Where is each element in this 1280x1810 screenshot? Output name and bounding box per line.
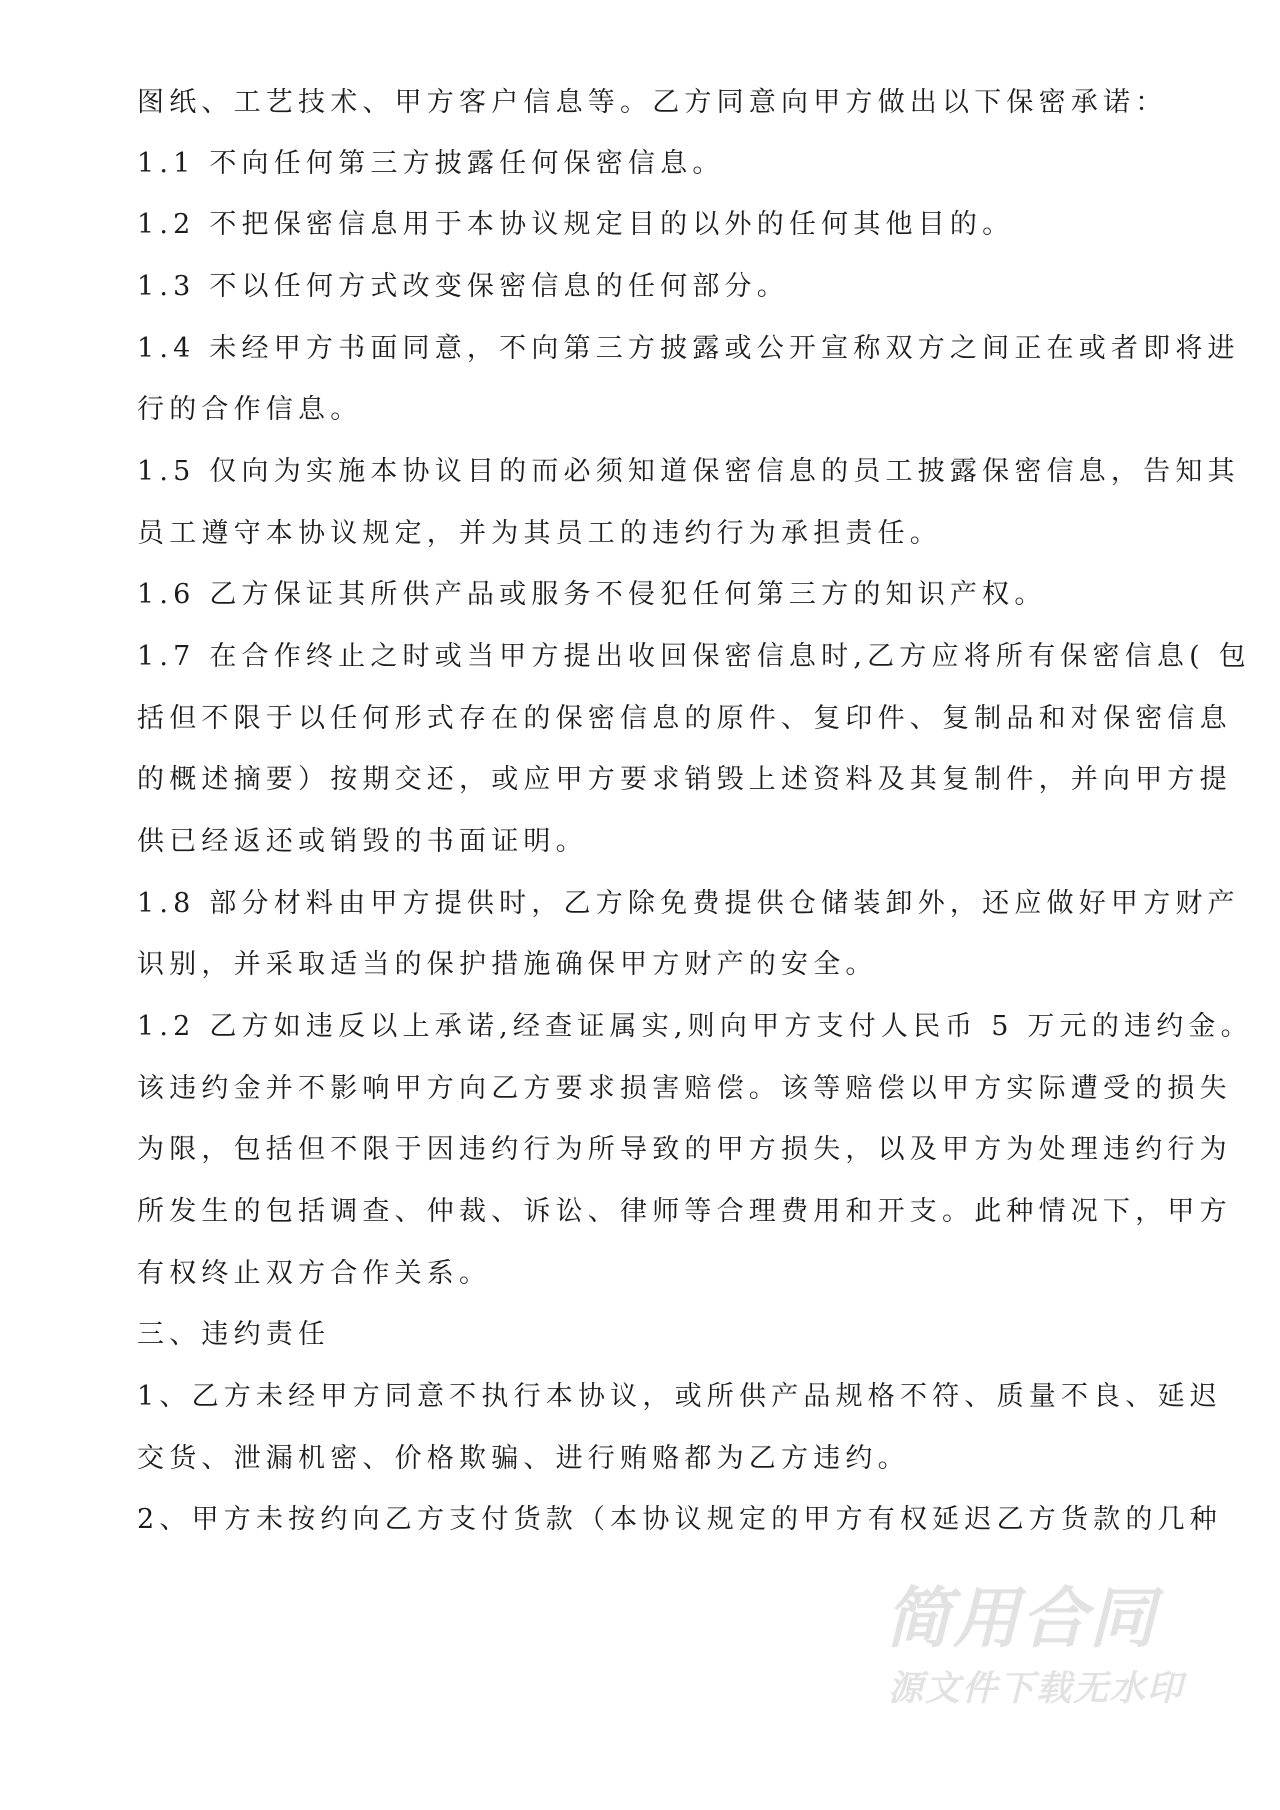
clause-1-5: 1.5 仅向为实施本协议目的而必须知道保密信息的员工披露保密信息，告知其: [137, 456, 1240, 487]
text-line: 图纸、工艺技术、甲方客户信息等。乙方同意向甲方做出以下保密承诺：: [137, 87, 1168, 118]
section-heading: 三、违约责任: [137, 1319, 331, 1350]
clause-1-3: 1.3 不以任何方式改变保密信息的任何部分。: [137, 271, 789, 302]
watermark-brand: 简用合同: [885, 1580, 1157, 1657]
text-line: 有权终止双方合作关系。: [137, 1258, 492, 1289]
clause-1-2: 1.2 不把保密信息用于本协议规定目的以外的任何其他目的。: [137, 209, 1015, 240]
text-line: 行的合作信息。: [137, 394, 363, 425]
text-line: 该违约金并不影响甲方向乙方要求损害赔偿。该等赔偿以甲方实际遭受的损失: [137, 1073, 1232, 1104]
text-line: 交货、泄漏机密、价格欺骗、进行贿赂都为乙方违约。: [137, 1443, 910, 1474]
liability-item-1: 1、乙方未经甲方同意不执行本协议，或所供产品规格不符、质量不良、延迟: [137, 1381, 1222, 1412]
text-line: 所发生的包括调查、仲裁、诉讼、律师等合理费用和开支。此种情况下，甲方: [137, 1196, 1232, 1227]
watermark-subtitle: 源文件下载无水印: [888, 1669, 1185, 1709]
clause-penalty: 1.2 乙方如违反以上承诺,经查证属实,则向甲方支付人民币 5 万元的违约金。: [137, 1011, 1253, 1042]
clause-1-7: 1.7 在合作终止之时或当甲方提出收回保密信息时,乙方应将所有保密信息( 包: [137, 641, 1251, 672]
text-line: 供已经返还或销毁的书面证明。: [137, 826, 588, 857]
clause-1-1: 1.1 不向任何第三方披露任何保密信息。: [137, 148, 725, 179]
text-line: 括但不限于以任何形式存在的保密信息的原件、复印件、复制品和对保密信息: [137, 703, 1232, 734]
clause-1-6: 1.6 乙方保证其所供产品或服务不侵犯任何第三方的知识产权。: [137, 579, 1047, 610]
text-line: 的概述摘要）按期交还，或应甲方要求销毁上述资料及其复制件，并向甲方提: [137, 764, 1232, 795]
clause-1-8: 1.8 部分材料由甲方提供时，乙方除免费提供仓储装卸外，还应做好甲方财产: [137, 888, 1240, 919]
liability-item-2: 2、甲方未按约向乙方支付货款（本协议规定的甲方有权延迟乙方货款的几种: [137, 1504, 1222, 1535]
clause-1-4: 1.4 未经甲方书面同意，不向第三方披露或公开宣称双方之间正在或者即将进: [137, 333, 1240, 364]
text-line: 为限，包括但不限于因违约行为所导致的甲方损失，以及甲方为处理违约行为: [137, 1134, 1232, 1165]
text-line: 员工遵守本协议规定，并为其员工的违约行为承担责任。: [137, 518, 942, 549]
text-line: 识别，并采取适当的保护措施确保甲方财产的安全。: [137, 949, 878, 980]
